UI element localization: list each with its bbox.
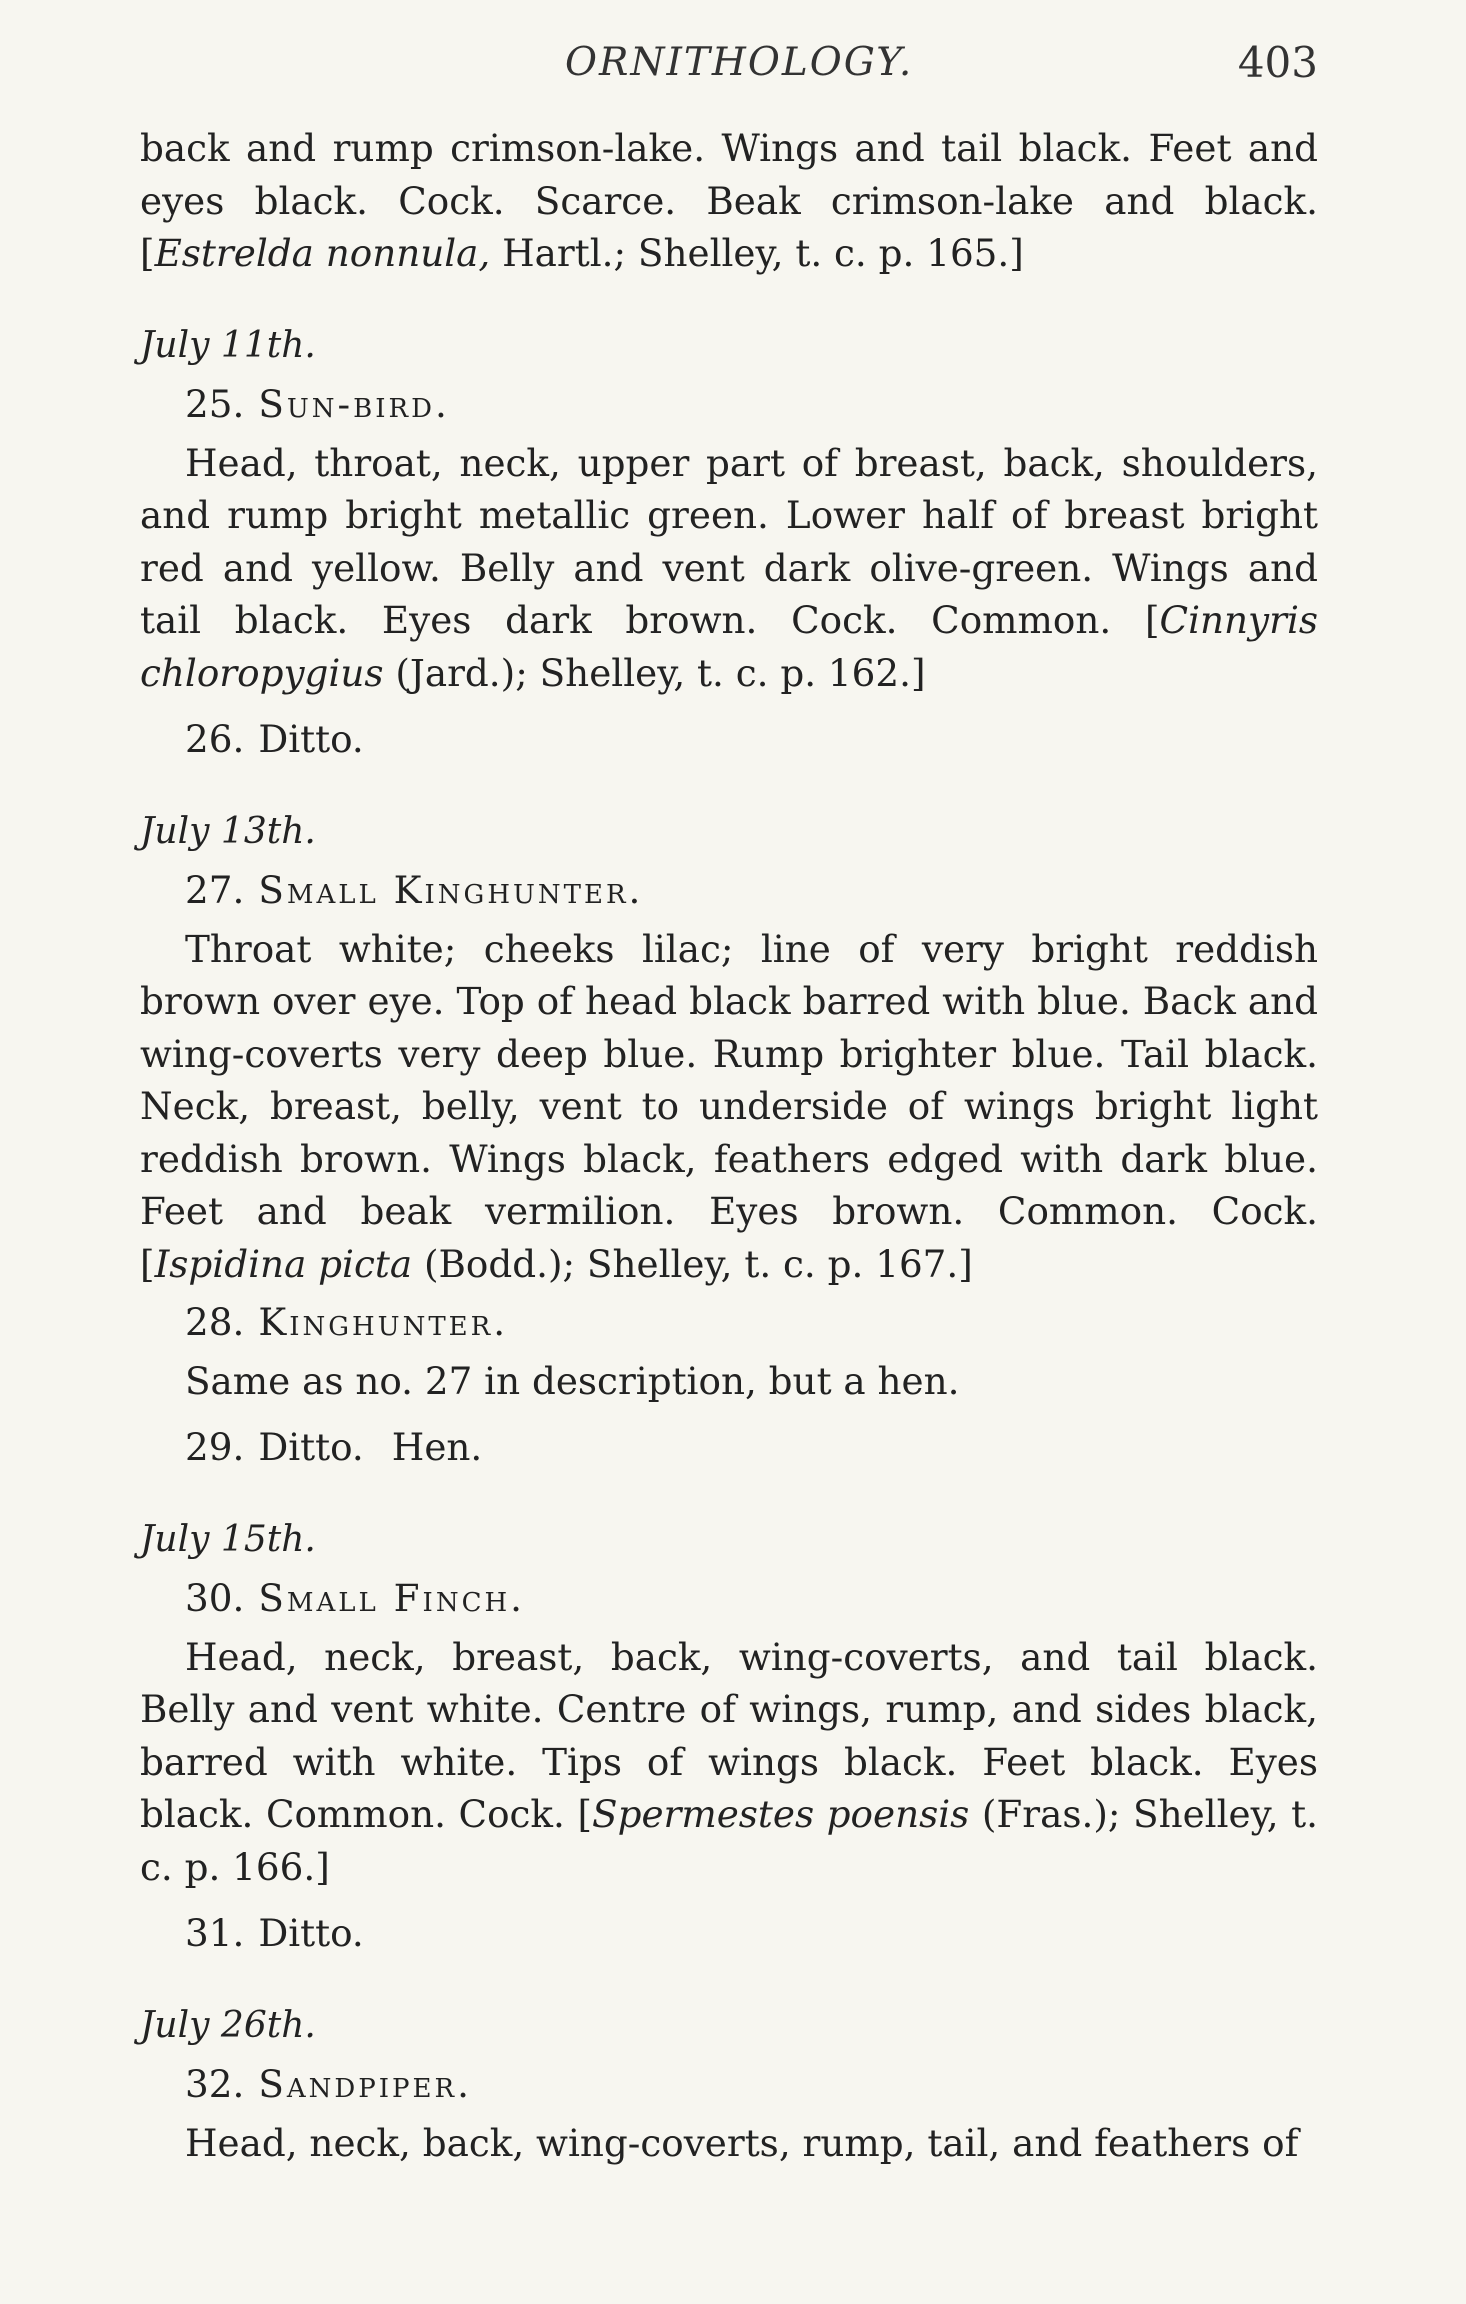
- continuation-paragraph: [140, 122, 1318, 280]
- entry-description: Head, throat, neck, upper part of breast, back, shoulders, and rump bright metallic green. Lower half of breast bright red and yellow. Belly and vent dark olive-green. Wings and tail black. Eyes dark brown. Cock. Common. [Cinnyris chloropygius (Jard.); Shelley, t. c. p. 162.]: [140, 440, 1319, 695]
- entry-number: 27.: [185, 868, 245, 912]
- entry-title: Sandpiper.: [258, 2062, 472, 2106]
- date-heading: July 11th.: [140, 324, 316, 366]
- species-name: Ispidina picta: [154, 1241, 413, 1286]
- entry-heading: [140, 1296, 1318, 1349]
- ditto-entry: [140, 1907, 1318, 1960]
- species-name: Cinnyris chloropygius: [140, 598, 1319, 695]
- entry-title: Sun-bird.: [258, 382, 450, 426]
- date-section: [140, 1514, 1318, 1960]
- entry-title: Small Kinghunter.: [258, 868, 644, 912]
- entry-number: 31.: [185, 1911, 245, 1955]
- ditto-label: Ditto.: [258, 1425, 364, 1469]
- entry-number: 29.: [185, 1425, 245, 1469]
- date-section: [140, 806, 1318, 1474]
- page-body: [140, 122, 1318, 2169]
- entry-number: 26.: [185, 717, 245, 761]
- entry-heading: [140, 864, 1318, 917]
- species-reference: [Estrelda nonnula, Hartl.; Shelley, t. c. p. 165.]: [140, 231, 1024, 275]
- entry-title: Kinghunter.: [258, 1300, 509, 1344]
- entry-description: Head, neck, breast, back, wing-coverts, and tail black. Belly and vent white. Centre of wings, rump, and sides black, barred with white. Tips of wings black. Feet black. Eyes black. Common. Cock. [Spermestes poensis (Fras.); Shelley, t. c. p. 166.]: [140, 1634, 1318, 1889]
- entry-heading: [140, 2058, 1318, 2111]
- date-section: [140, 2000, 1318, 2170]
- entry-description: Throat white; cheeks lilac; line of very bright reddish brown over eye. Top of head black barred with blue. Back and wing-coverts very deep blue. Rump brighter blue. Tail black. Neck, breast, belly, vent to underside of wings bright light reddish brown. Wings black, feathers edged with dark blue. Feet and beak vermilion. Eyes brown. Common. Cock. [Ispidina picta (Bodd.); Shelley, t. c. p. 167.]: [140, 926, 1318, 1286]
- ditto-label: Ditto.: [258, 1911, 364, 1955]
- entry-number: 30.: [185, 1576, 245, 1620]
- species-name: Estrelda nonnula,: [154, 231, 491, 275]
- entry-heading: [140, 378, 1318, 431]
- date-section: [140, 320, 1318, 766]
- entry-description: Same as no. 27 in description, but a hen.: [185, 1358, 960, 1403]
- continuation-text: back and rump crimson-lake. Wings and tail black. Feet and eyes black. Cock. Scarce. Beak crimson-lake and black.: [140, 126, 1318, 223]
- species-name: Spermestes poensis: [592, 1792, 970, 1836]
- entry-number: 32.: [185, 2062, 245, 2106]
- species-reference: [Spermestes poensis (Fras.); Shelley, t. c. p. 166.]: [140, 1792, 1318, 1889]
- entry-description: Head, neck, back, wing-coverts, rump, tail, and feathers of: [185, 2120, 1299, 2165]
- entry-title: Small Finch.: [258, 1576, 525, 1620]
- running-title: ORNITHOLOGY.: [565, 40, 914, 85]
- date-heading: July 15th.: [140, 1518, 316, 1560]
- ditto-sex: Hen.: [391, 1425, 483, 1469]
- ditto-label: Ditto.: [258, 717, 364, 761]
- running-head: [140, 34, 1318, 94]
- date-heading: July 13th.: [140, 810, 316, 852]
- species-reference: [Ispidina picta (Bodd.); Shelley, t. c. p. 167.]: [140, 1241, 973, 1286]
- ditto-entry: [140, 713, 1318, 766]
- date-heading: July 26th.: [140, 2004, 316, 2046]
- page-number: 403: [1237, 38, 1318, 87]
- entry-heading: [140, 1572, 1318, 1625]
- ditto-entry: [140, 1421, 1318, 1474]
- species-reference: [Cinnyris chloropygius (Jard.); Shelley, t. c. p. 162.]: [140, 598, 1319, 695]
- entry-number: 25.: [185, 382, 245, 426]
- entry-number: 28.: [185, 1300, 245, 1344]
